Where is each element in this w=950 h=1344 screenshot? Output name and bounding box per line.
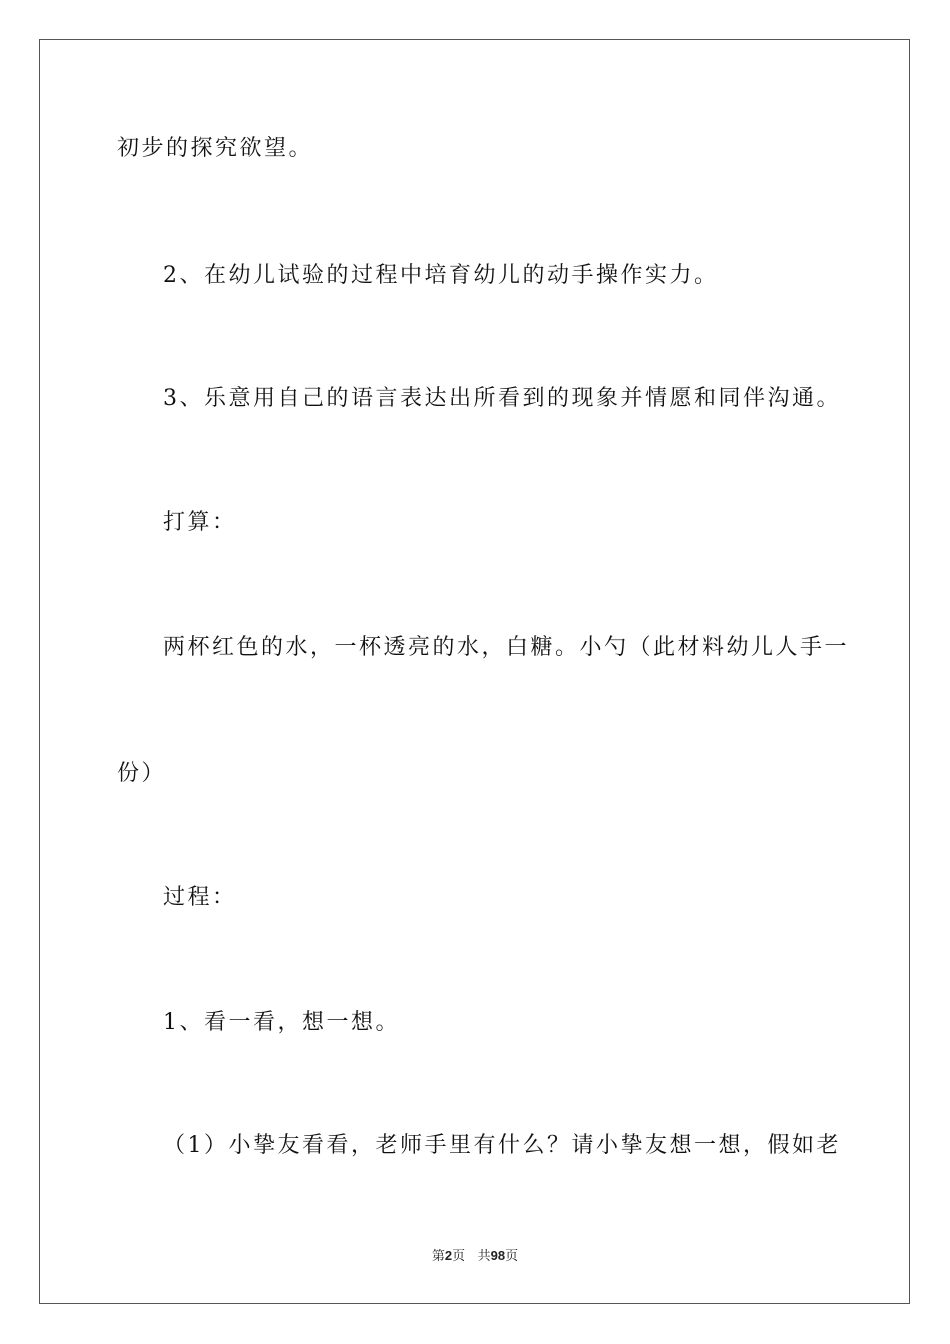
section-heading-process: 过程： xyxy=(163,885,237,910)
footer-total-unit: 页 xyxy=(505,1249,519,1264)
step-1-heading: 1、看一看，想一想。 xyxy=(163,1010,400,1035)
page-border xyxy=(39,39,910,1304)
footer-page-unit: 页 xyxy=(452,1249,466,1264)
objective-2: 2、在幼儿试验的过程中培育幼儿的动手操作实力。 xyxy=(163,263,719,288)
footer-prefix: 第 xyxy=(431,1249,445,1264)
footer-total-pages: 98 xyxy=(490,1248,506,1263)
materials-line: 两杯红色的水，一杯透亮的水，白糖。小勺（此材料幼儿人手一 xyxy=(163,635,850,660)
materials-line-continued: 份） xyxy=(117,761,167,786)
objective-3: 3、乐意用自己的语言表达出所看到的现象并情愿和同伴沟通。 xyxy=(163,386,841,411)
paragraph-line: 初步的探究欲望。 xyxy=(117,136,314,161)
footer-total-prefix: 共 xyxy=(477,1249,491,1264)
section-heading-preparation: 打算： xyxy=(163,510,237,535)
footer-current-page: 2 xyxy=(444,1248,453,1263)
page-footer xyxy=(0,1247,950,1266)
step-1-paragraph: （1）小挚友看看，老师手里有什么？请小挚友想一想，假如老 xyxy=(163,1133,841,1158)
